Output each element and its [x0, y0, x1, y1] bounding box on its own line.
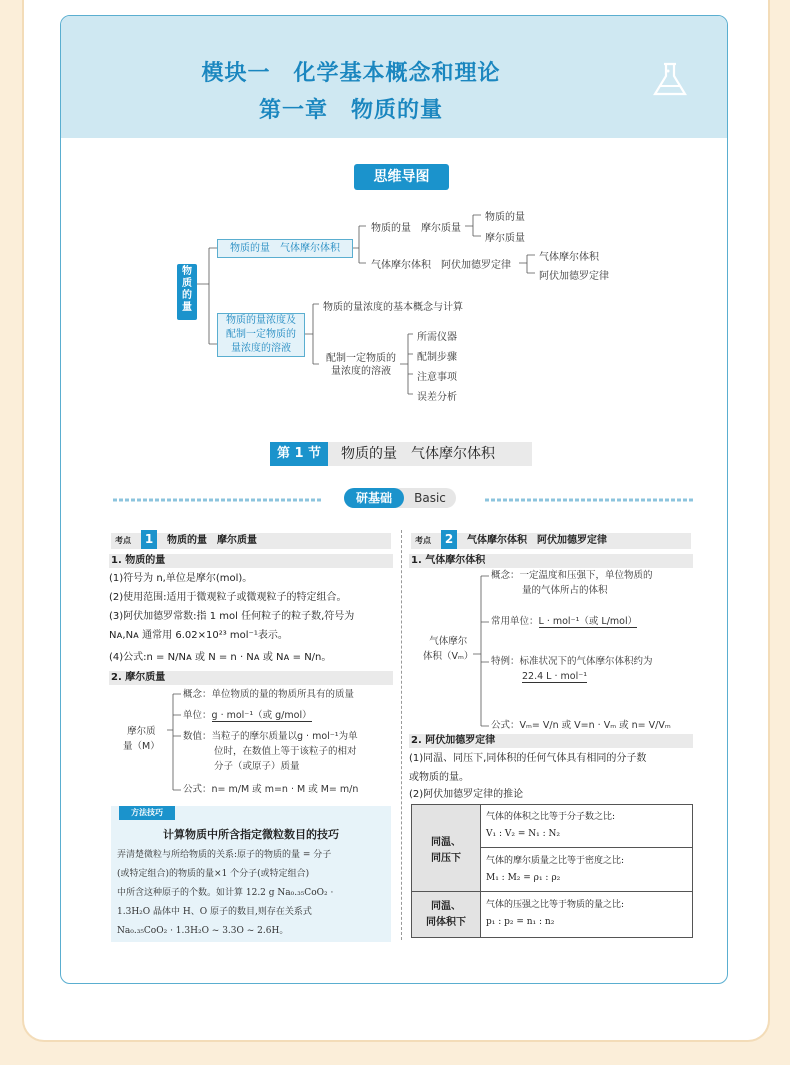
mindmap-leaf: 注意事项: [417, 372, 457, 383]
gv-unit: [491, 614, 637, 629]
module-title: 模块一 化学基本概念和理论: [201, 61, 501, 86]
section-number: 第 1 节: [270, 442, 328, 466]
gv-special: [491, 654, 653, 684]
branch-line: 配制一定物质的: [226, 329, 296, 340]
mindmap-node: [323, 352, 399, 378]
mindmap-root: 物 质 的 量: [177, 264, 197, 320]
branch-line: 物质的量浓度及: [226, 315, 296, 326]
node-line: 量浓度的溶液: [331, 366, 391, 377]
method-tag: 方法技巧: [119, 806, 175, 820]
gv-line: 特例：标准状况下的气体摩尔体积约为: [491, 656, 653, 667]
section-title: 物质的量 气体摩尔体积: [341, 446, 495, 462]
root-line: 摩尔质: [127, 726, 156, 737]
method-line: 弄清楚微粒与所给物质的关系:原子的物质的量 = 分子: [117, 850, 332, 860]
table-rule: [486, 809, 615, 843]
gv-formula: 公式：Vₘ= V/n 或 V=n · Vₘ 或 n= V/Vₘ: [491, 720, 671, 731]
formula-line: (4)公式:n = N/Nᴀ 或 N = n · Nᴀ 或 Nᴀ = N/n。: [109, 652, 332, 663]
mindmap-branch-2: [217, 313, 305, 357]
gv-unit-label: 常用单位：: [491, 616, 539, 627]
text-line: (3)阿伏加德罗常数:指 1 mol 任何粒子的粒子数,符号为: [109, 611, 355, 622]
divider-left: [113, 496, 323, 504]
rule-text: 气体的体积之比等于分子数之比:: [486, 812, 616, 822]
text-line: (2)使用范围:适用于微观粒子或微观粒子的特定组合。: [109, 592, 347, 603]
method-body: [117, 846, 333, 941]
subheading: 1. 物质的量: [109, 554, 393, 568]
mm-unit-answer: g · mol⁻¹（或 g/mol）: [211, 710, 312, 721]
table-cond-2: [412, 899, 480, 931]
chapter-title: 第一章 物质的量: [258, 98, 443, 123]
root-line: 量（M）: [123, 741, 160, 752]
mm-unit-label: 单位：: [183, 710, 212, 721]
cond-line: 同体积下: [426, 917, 466, 928]
divider-right: [485, 496, 695, 504]
mindmap-leaf: 配制步骤: [417, 352, 457, 363]
root-line: 气体摩尔: [429, 636, 468, 647]
rule-text: 气体的压强之比等于物质的量之比:: [486, 900, 625, 910]
mindmap-node: 物质的量浓度的基本概念与计算: [323, 302, 463, 313]
chapter-header: [61, 16, 727, 138]
mindmap-node: 气体摩尔体积 阿伏加德罗定律: [371, 260, 511, 271]
table-rule: [486, 897, 624, 931]
rule-formula: V₁ : V₂ = N₁ : N₂: [486, 829, 560, 839]
topic-number: 1: [141, 530, 157, 549]
mindmap-leaf: 物质的量: [485, 212, 525, 223]
rule-formula: p₁ : p₂ = n₁ : n₂: [486, 917, 555, 927]
text-line: (1)同温、同压下,同体积的任何气体具有相同的分子数: [409, 753, 647, 764]
mm-formula: 公式：n= m/M 或 m=n · M 或 M= m/n: [183, 784, 359, 795]
subheading: 2. 摩尔质量: [109, 671, 393, 685]
text-line: 或物质的量。: [409, 772, 469, 783]
method-title: 计算物质中所含指定微粒数目的技巧: [163, 828, 339, 841]
gv-unit-answer: L · mol⁻¹（或 L/mol）: [538, 616, 638, 627]
gv-concept: [491, 568, 653, 598]
node-line: 配制一定物质的: [326, 353, 396, 364]
table-divider: [480, 805, 481, 937]
subheading: 2. 阿伏加德罗定律: [409, 734, 693, 748]
root-line: 体积（Vₘ）: [423, 651, 474, 662]
cond-line: 同压下: [431, 853, 461, 864]
basic-badge: [344, 488, 456, 508]
topic-header-2: [411, 533, 691, 549]
content-card: [60, 15, 728, 984]
gv-line: 量的气体所占的体积: [522, 585, 608, 596]
table-rule: [486, 853, 624, 887]
method-line: 中所含这种原子的个数。如计算 12.2 g Na₀.₃₅CoO₂ ·: [117, 888, 334, 898]
topic-title: 气体摩尔体积 阿伏加德罗定律: [467, 535, 607, 546]
gas-volume-root: [423, 634, 473, 664]
topic-header-1: [111, 533, 391, 549]
mm-value-line: 位时，在数值上等于该粒子的相对: [214, 746, 357, 757]
text-line: Nᴀ,Nᴀ 通常用 6.02×10²³ mol⁻¹表示。: [109, 630, 288, 641]
cond-line: 同温、: [431, 901, 461, 912]
method-line: (或特定组合)的物质的量×1 个分子(或特定组合): [117, 869, 310, 879]
mm-concept: 概念：单位物质的量的物质所具有的质量: [183, 689, 355, 700]
gv-line: 概念：一定温度和压强下，单位物质的: [491, 570, 653, 581]
mindmap-leaf: 摩尔质量: [485, 233, 525, 244]
basic-english: Basic: [414, 491, 446, 505]
method-box: [111, 806, 391, 942]
flask-icon: [649, 60, 691, 100]
mm-value-line: 数值：当粒子的摩尔质量以g · mol⁻¹为单: [183, 731, 358, 742]
mindmap-branch-1: 物质的量 气体摩尔体积: [217, 239, 353, 258]
table-cond-1: [412, 835, 480, 867]
method-line: 1.3H₂O 晶体中 H、O 原子的数目,则存在关系式: [117, 907, 312, 917]
gv-special-answer: 22.4 L · mol⁻¹: [522, 671, 588, 682]
rule-text: 气体的摩尔质量之比等于密度之比:: [486, 856, 625, 866]
table-divider: [480, 847, 692, 848]
mindmap-leaf: 误差分析: [417, 392, 457, 403]
subheading: 1. 气体摩尔体积: [409, 554, 693, 568]
mindmap-node: 物质的量 摩尔质量: [371, 223, 461, 234]
mindmap-title: 思维导图: [354, 164, 449, 190]
text-line: (1)符号为 n,单位是摩尔(mol)。: [109, 573, 253, 584]
branch-line: 量浓度的溶液: [231, 343, 291, 354]
method-line: Na₀.₃₅CoO₂ · 1.3H₂O ~ 3.3O ~ 2.6H。: [117, 926, 289, 936]
basic-label: 研基础: [344, 488, 404, 508]
mindmap-leaf: 所需仪器: [417, 332, 457, 343]
inference-table: [411, 804, 693, 938]
topic-label: 考点: [115, 536, 131, 545]
text-line: (2)阿伏加德罗定律的推论: [409, 789, 524, 800]
topic-number: 2: [441, 530, 457, 549]
mm-value-line: 分子（或原子）质量: [214, 761, 300, 772]
mindmap-leaf: 阿伏加德罗定律: [539, 271, 609, 282]
topic-title: 物质的量 摩尔质量: [167, 535, 257, 546]
mindmap-leaf: 气体摩尔体积: [539, 252, 599, 263]
topic-label: 考点: [415, 536, 431, 545]
cond-line: 同温、: [431, 837, 461, 848]
rule-formula: M₁ : M₂ = ρ₁ : ρ₂: [486, 873, 561, 883]
